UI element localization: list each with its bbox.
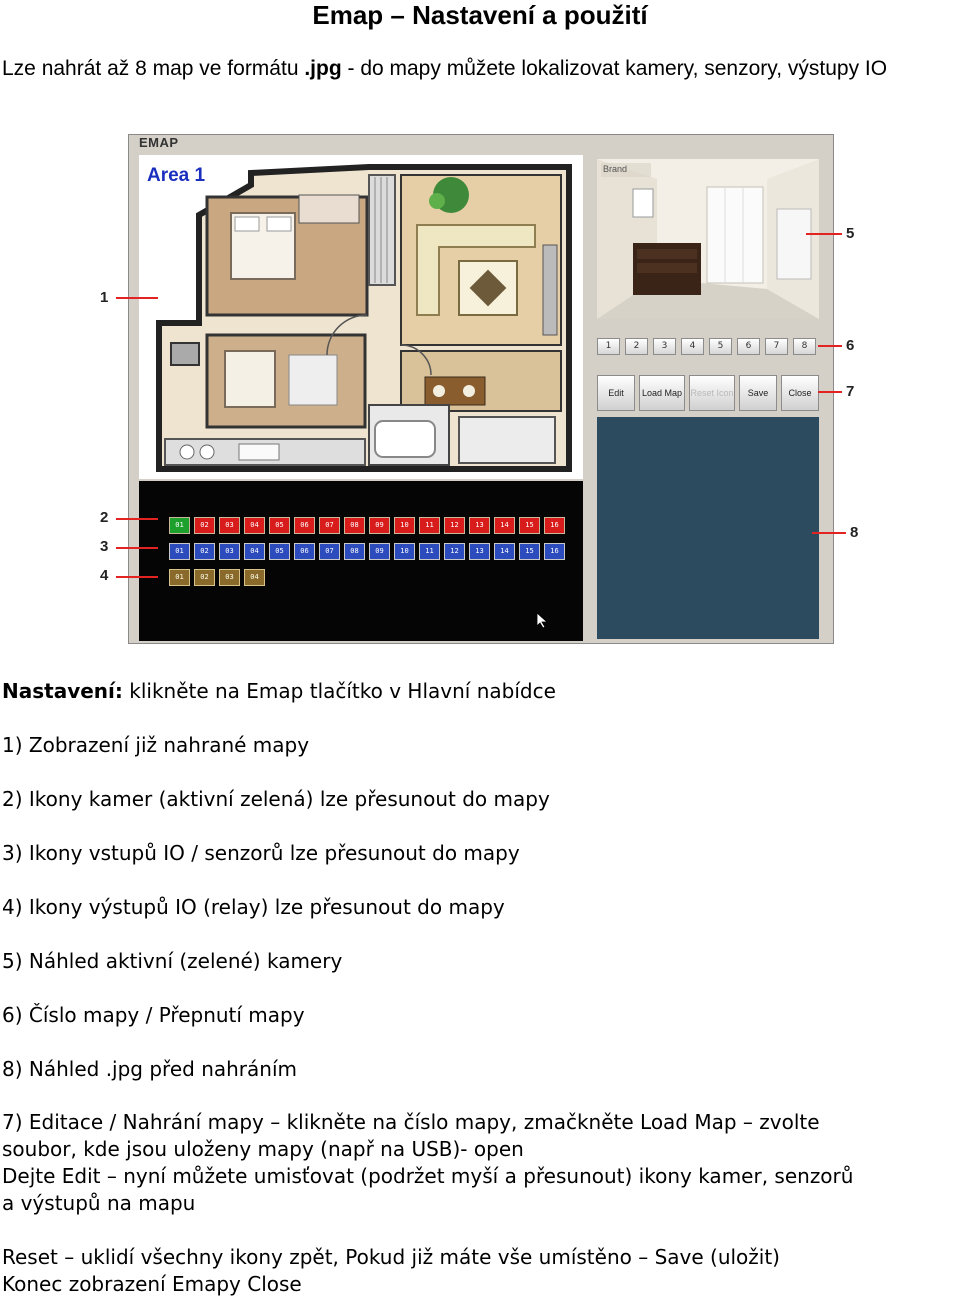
callout-number: 3	[100, 538, 109, 555]
item-2: 2) Ikony kamer (aktivní zelená) lze přesunout do mapy	[2, 787, 550, 811]
floorplan-image	[139, 155, 583, 479]
map-button[interactable]: 7	[765, 338, 788, 355]
callout-number: 4	[100, 567, 109, 584]
load-map-button[interactable]: Load Map	[639, 375, 685, 411]
input-sensor-icon[interactable]: 08	[344, 543, 365, 560]
map-button[interactable]: 1	[597, 338, 620, 355]
camera-icon[interactable]: 16	[544, 517, 565, 534]
item-8: 8) Náhled .jpg před nahráním	[2, 1057, 297, 1081]
map-number-buttons	[597, 338, 816, 355]
callout-number: 2	[100, 509, 109, 526]
input-sensor-icon[interactable]: 11	[419, 543, 440, 560]
input-sensor-icon[interactable]: 12	[444, 543, 465, 560]
save-button[interactable]: Save	[739, 375, 777, 411]
input-sensor-icon[interactable]: 16	[544, 543, 565, 560]
input-sensor-icon[interactable]: 05	[269, 543, 290, 560]
input-sensor-icon[interactable]: 01	[169, 543, 190, 560]
camera-icon[interactable]: 10	[394, 517, 415, 534]
output-relay-icon[interactable]: 01	[169, 569, 190, 586]
callout-line	[818, 391, 842, 393]
callout-line	[818, 345, 842, 347]
intro-text-2: - do mapy můžete lokalizovat kamery, senzory, výstupy IO	[341, 57, 888, 80]
camera-icon[interactable]: 15	[519, 517, 540, 534]
map-button[interactable]: 5	[709, 338, 732, 355]
callout-line	[812, 532, 846, 534]
map-area[interactable]	[139, 155, 583, 479]
input-sensor-icon[interactable]: 13	[469, 543, 490, 560]
callout-line	[116, 297, 158, 299]
camera-icon[interactable]: 08	[344, 517, 365, 534]
icon-area	[139, 481, 583, 641]
item-4: 4) Ikony výstupů IO (relay) lze přesunout do mapy	[2, 895, 505, 919]
item-3: 3) Ikony vstupů IO / senzorů lze přesunout do mapy	[2, 841, 520, 865]
output-relay-icon[interactable]: 02	[194, 569, 215, 586]
input-sensor-icon[interactable]: 09	[369, 543, 390, 560]
input-sensor-icon[interactable]: 06	[294, 543, 315, 560]
input-sensor-icon[interactable]: 07	[319, 543, 340, 560]
input-sensor-icon[interactable]: 15	[519, 543, 540, 560]
camera-icon[interactable]: 02	[194, 517, 215, 534]
input-icons-row	[169, 543, 565, 560]
map-button[interactable]: 4	[681, 338, 704, 355]
callout-line	[116, 547, 158, 549]
item-7-line-1: 7) Editace / Nahrání mapy – klikněte na číslo mapy, zmačkněte Load Map – zvolte	[2, 1110, 820, 1134]
output-relay-icon[interactable]: 04	[244, 569, 265, 586]
reset-icon-button[interactable]: Reset Icon	[689, 375, 735, 411]
setup-label: Nastavení:	[2, 679, 123, 703]
item-5: 5) Náhled aktivní (zelené) kamery	[2, 949, 343, 973]
camera-icon[interactable]: 04	[244, 517, 265, 534]
camera-preview	[597, 159, 819, 319]
callout-number: 6	[846, 337, 855, 354]
action-buttons	[597, 375, 819, 411]
intro-bold-format: .jpg	[304, 57, 342, 80]
camera-icon[interactable]: 12	[444, 517, 465, 534]
input-sensor-icon[interactable]: 03	[219, 543, 240, 560]
callout-number: 8	[850, 524, 859, 541]
callout-line	[116, 518, 158, 520]
close-button[interactable]: Close	[781, 375, 819, 411]
camera-icon[interactable]: 07	[319, 517, 340, 534]
callout-line	[116, 576, 158, 578]
input-sensor-icon[interactable]: 02	[194, 543, 215, 560]
map-button[interactable]: 3	[653, 338, 676, 355]
area-label: Area 1	[147, 165, 206, 186]
jpg-preview-panel	[597, 417, 819, 639]
map-button[interactable]: 8	[793, 338, 816, 355]
setup-text: klikněte na Emap tlačítko v Hlavní nabídce	[122, 679, 556, 703]
item-1: 1) Zobrazení již nahrané mapy	[2, 733, 310, 757]
footer-line-2: Konec zobrazení Emapy Close	[2, 1272, 302, 1296]
emap-screenshot	[128, 134, 834, 644]
item-7-line-3: Dejte Edit – nyní můžete umisťovat (podržet myší a přesunout) ikony kamer, senzorů	[2, 1164, 854, 1188]
map-button[interactable]: 2	[625, 338, 648, 355]
camera-icon[interactable]: 13	[469, 517, 490, 534]
camera-icon[interactable]: 09	[369, 517, 390, 534]
input-sensor-icon[interactable]: 10	[394, 543, 415, 560]
camera-icon[interactable]: 06	[294, 517, 315, 534]
map-button[interactable]: 6	[737, 338, 760, 355]
footer-line-1: Reset – uklidí všechny ikony zpět, Pokud již máte vše umístěno – Save (uložit)	[2, 1245, 780, 1269]
camera-icon[interactable]: 01	[169, 517, 190, 534]
page-title: Emap – Nastavení a použití	[312, 0, 648, 30]
mouse-cursor-icon	[537, 613, 549, 629]
camera-icon[interactable]: 05	[269, 517, 290, 534]
item-6: 6) Číslo mapy / Přepnutí mapy	[2, 1003, 305, 1027]
intro-text-1: Lze nahrát až 8 map ve formátu	[2, 57, 305, 80]
edit-button[interactable]: Edit	[597, 375, 635, 411]
callout-number: 1	[100, 289, 109, 306]
callout-number: 5	[846, 225, 855, 242]
camera-preview-image	[597, 159, 819, 319]
item-7-line-4: a výstupů na mapu	[2, 1191, 196, 1215]
output-relay-icon[interactable]: 03	[219, 569, 240, 586]
output-icons-row	[169, 569, 265, 586]
camera-icons-row	[169, 517, 565, 534]
callout-number: 7	[846, 383, 855, 400]
callout-line	[806, 233, 842, 235]
emap-window-title: EMAP	[139, 135, 179, 150]
camera-icon[interactable]: 14	[494, 517, 515, 534]
camera-icon[interactable]: 11	[419, 517, 440, 534]
setup-line	[2, 678, 556, 705]
input-sensor-icon[interactable]: 04	[244, 543, 265, 560]
camera-preview-brand: Brand	[603, 164, 628, 174]
item-7-line-2: soubor, kde jsou uloženy mapy (např na USB)- open	[2, 1137, 524, 1161]
input-sensor-icon[interactable]: 14	[494, 543, 515, 560]
camera-icon[interactable]: 03	[219, 517, 240, 534]
intro-paragraph	[2, 55, 958, 82]
